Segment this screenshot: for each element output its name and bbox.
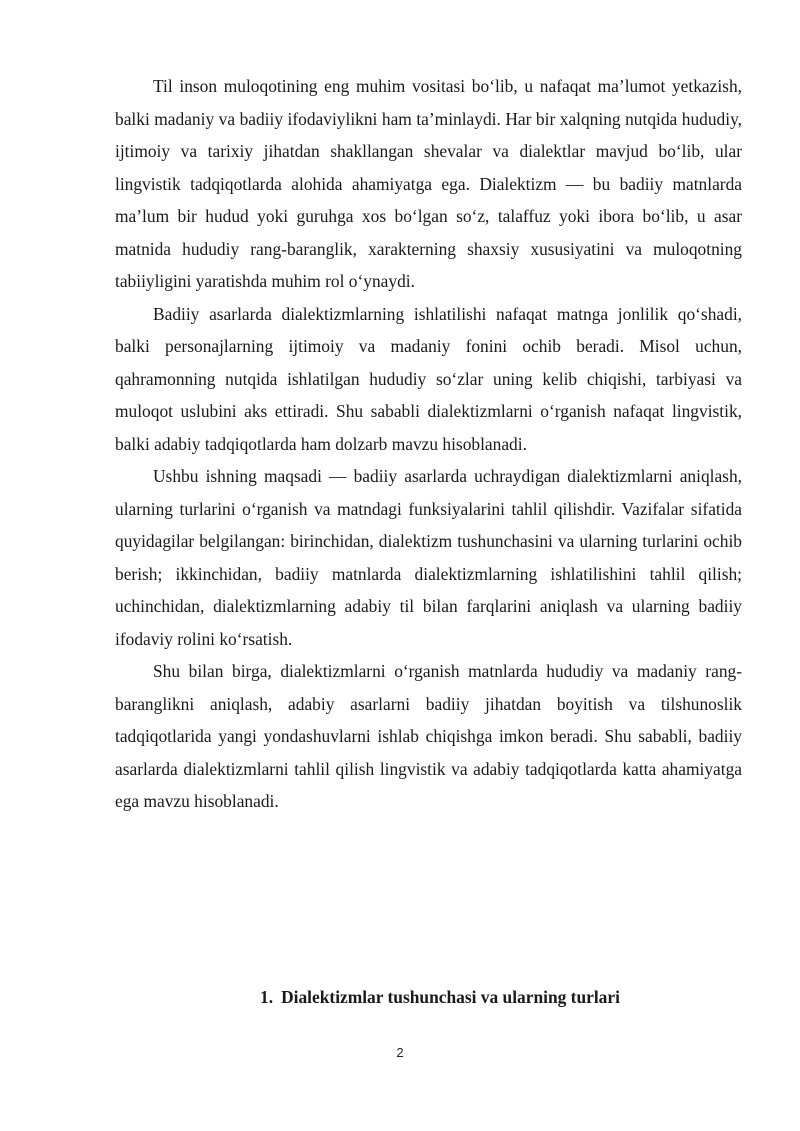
- section-heading-wrapper: [0, 984, 800, 1010]
- document-body: [115, 70, 742, 818]
- paragraph-3: Ushbu ishning maqsadi — badiiy asarlarda uchraydigan dialektizmlarni aniqlash, ularning turlarini o‘rganish va matndagi funksiyalarini tahlil qilishdir. Vazifalar sifatida quyidagilar belgilangan: birinchidan, dialektizm tushunchasini va ularning turlarini ochib berish; ikkinchidan, badiiy matnlarda dialektizmlarning ishlatilishini tahlil qilish; uchinchidan, dialektizmlarning adabiy til bilan farqlarini aniqlash va ularning badiiy ifodaviy rolini ko‘rsatish.: [115, 466, 742, 649]
- page-number: 2: [396, 1045, 404, 1060]
- paragraph-2: Badiiy asarlarda dialektizmlarning ishlatilishi nafaqat matnga jonlilik qo‘shadi, balki personajlarning ijtimoiy va madaniy fonini ochib beradi. Misol uchun, qahramonning nutqida ishlatilgan hududiy so‘zlar uning kelib chiqishi, tarbiyasi va muloqot uslubini aks ettiradi. Shu sababli dialektizmlarni o‘rganish nafaqat lingvistik, balki adabiy tadqiqotlarda ham dolzarb mavzu hisoblanadi.: [115, 303, 742, 454]
- paragraph-4: Shu bilan birga, dialektizmlarni o‘rganish matnlarda hududiy va madaniy rang-baranglikni aniqlash, adabiy asarlarni badiiy jihatdan boyitish va tilshunoslik tadqiqotlarida yangi yondashuvlarni ishlab chiqishga imkon beradi. Shu sababli, badiiy asarlarda dialektizmlarni tahlil qilish lingvistik va adabiy tadqiqotlarda katta ahamiyatga ega mavzu hisoblanadi.: [115, 661, 742, 811]
- paragraph-1: Til inson muloqotining eng muhim vositasi bo‘lib, u nafaqat ma’lumot yetkazish, balki madaniy va badiiy ifodaviylikni ham ta’minlaydi. Har bir xalqning nutqida hududiy, ijtimoiy va tarixiy jihatdan shakllangan shevalar va dialektlar mavjud bo‘lib, ular lingvistik tadqiqotlarda alohida ahamiyatga ega. Dialektizm — bu badiiy matnlarda ma’lum bir hudud yoki guruhga xos bo‘lgan so‘z, talaffuz yoki ibora bo‘lib, u asar matnida hududiy rang-baranglik, xarakterning shaxsiy xususiyatini va muloqotning tabiiyligini yaratishda muhim rol o‘ynaydi.: [115, 76, 742, 291]
- section-title: Dialektizmlar tushunchasi va ularning turlari: [281, 987, 620, 1007]
- section-number: 1.: [260, 987, 274, 1007]
- section-heading: [260, 984, 620, 1010]
